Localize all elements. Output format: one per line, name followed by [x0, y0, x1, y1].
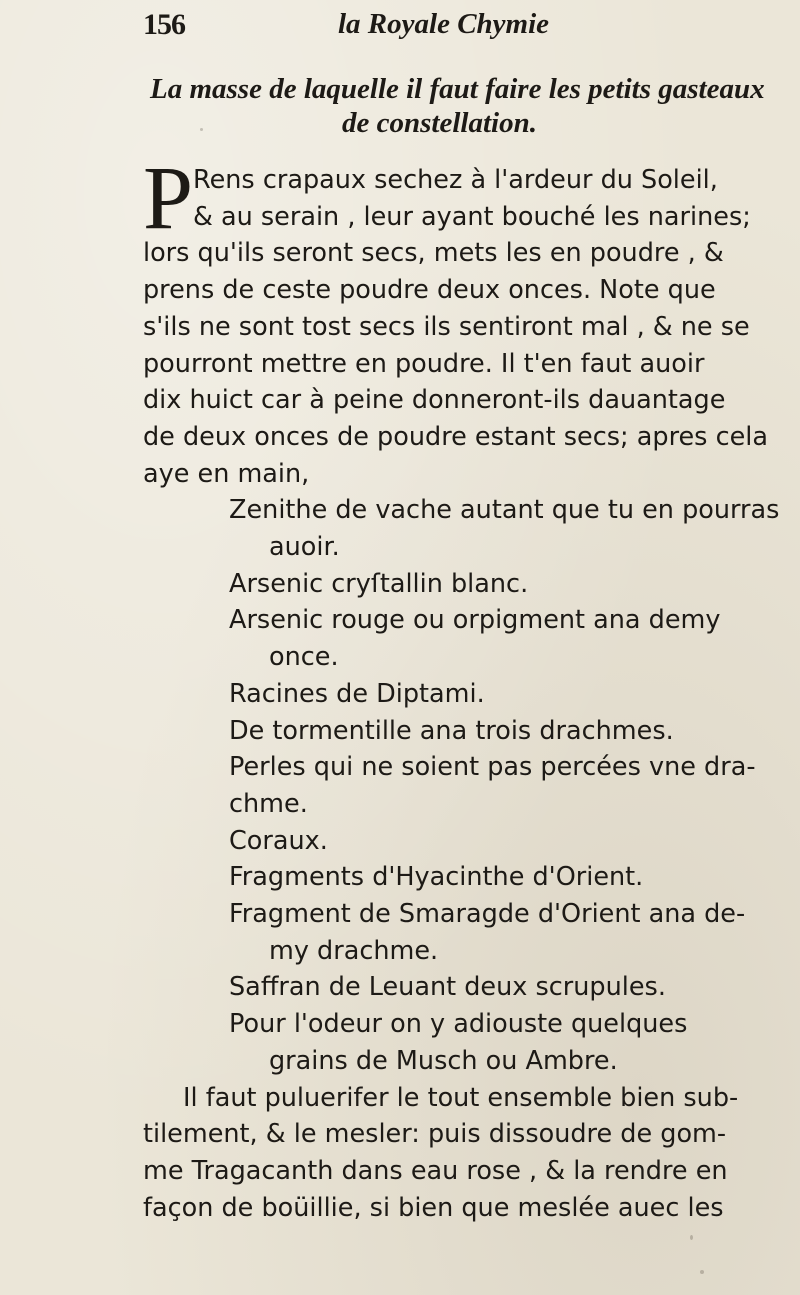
body-line: Il faut puluerifer le tout ensemble bien sub-	[183, 1082, 739, 1113]
recipe-line: Zenithe de vache autant que tu en pourras	[229, 495, 780, 526]
recipe-line: Fragment de Smaragde d'Orient ana de-	[229, 899, 746, 930]
body-line: pourront mettre en poudre. Il t'en faut auoir	[143, 348, 705, 379]
recipe-line: Arsenic rouge ou orpigment ana demy	[229, 605, 721, 636]
recipe-line: Racines de Diptami.	[229, 678, 485, 709]
body-line: façon de boüillie, si bien que meslée auec les	[143, 1192, 724, 1223]
body-line: s'ils ne sont tost secs ils sentiront mal , & ne se	[143, 311, 750, 342]
recipe-line: De tormentille ana trois drachmes.	[229, 715, 674, 746]
recipe-line: Fragments d'Hyacinthe d'Orient.	[229, 862, 644, 893]
recipe-line: auoir.	[269, 532, 340, 563]
body-line: Rens crapaux sechez à l'ardeur du Soleil,	[193, 165, 718, 195]
recipe-line: Perles qui ne soient pas percées vne dra-	[229, 752, 756, 783]
paper-speck	[200, 128, 203, 131]
running-head: la Royale Chymie	[338, 8, 550, 40]
page-number: 156	[143, 8, 185, 41]
recipe-line: Coraux.	[229, 825, 328, 856]
body-text	[143, 162, 800, 1226]
page-header	[0, 6, 800, 46]
body-line: prens de ceste poudre deux onces. Note que	[143, 275, 716, 306]
recipe-line: my drachme.	[269, 935, 439, 966]
recipe-line: chme.	[229, 788, 308, 819]
recipe-line: Saffran de Leuant deux scrupules.	[229, 972, 666, 1003]
body-line: dix huict car à peine donneront-ils dauantage	[143, 385, 726, 416]
section-title-line-2: de constellation.	[342, 107, 537, 140]
drop-cap: P	[143, 149, 194, 248]
body-line: & au serain , leur ayant bouché les narines;	[193, 201, 751, 232]
body-line: aye en main,	[143, 458, 310, 489]
body-line: me Tragacanth dans eau rose , & la rendre en	[143, 1155, 728, 1186]
recipe-line: grains de Musch ou Ambre.	[269, 1045, 618, 1076]
recipe-line: once.	[269, 642, 339, 673]
body-line: tilement, & le mesler: puis dissoudre de gom-	[143, 1119, 727, 1150]
body-line: de deux onces de poudre estant secs; apres cela	[143, 421, 768, 452]
paper-speck	[700, 1270, 704, 1274]
section-title-line-1: La masse de laquelle il faut faire les petits gasteaux	[150, 73, 765, 105]
recipe-line: Arsenic cryſtallin blanc.	[229, 568, 529, 599]
paper-speck	[690, 1235, 693, 1240]
body-line: lors qu'ils seront secs, mets les en poudre , &	[143, 238, 724, 269]
section-title	[150, 72, 800, 140]
recipe-line: Pour l'odeur on y adiouste quelques	[229, 1009, 688, 1040]
